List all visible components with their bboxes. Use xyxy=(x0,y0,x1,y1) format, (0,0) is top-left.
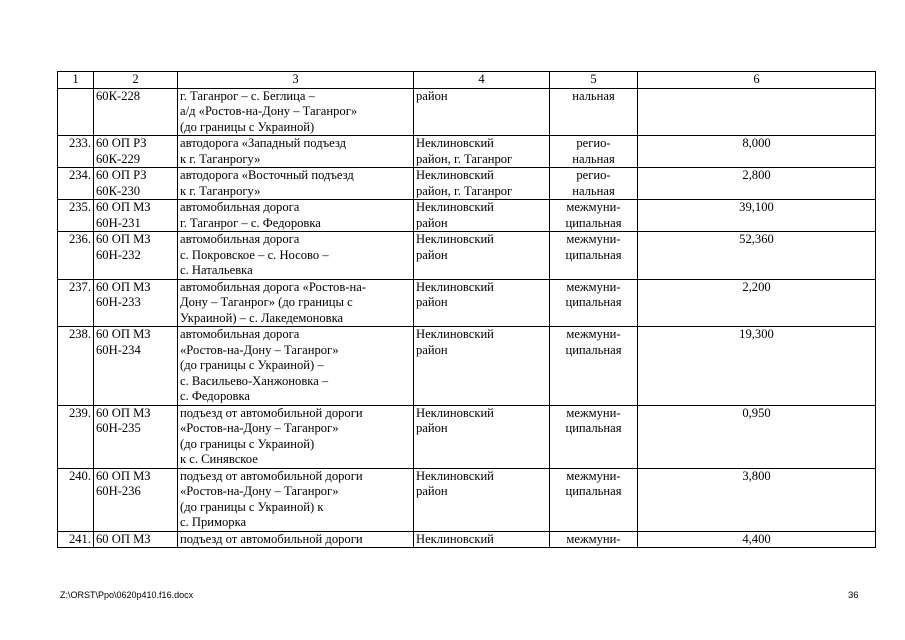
cell-line: с. Покровское – с. Носово – xyxy=(180,247,329,262)
row-number-cell: 236. xyxy=(58,232,94,280)
cell-line: 60 ОП МЗ xyxy=(96,232,151,246)
category-cell xyxy=(550,531,638,548)
length-cell: 3,800 xyxy=(638,468,876,531)
cell-line: Неклиновский xyxy=(416,531,494,546)
cell-line: район xyxy=(416,215,448,230)
cell-line: с. Федоровка xyxy=(180,389,251,403)
cell-line: 60Н-236 xyxy=(96,484,141,498)
cell-line: подъезд от автомобильной дороги xyxy=(180,468,363,483)
cell-line: (до границы с Украиной) – xyxy=(180,358,324,372)
cell-line: 60 ОП РЗ xyxy=(96,168,147,182)
road-code-cell xyxy=(94,88,178,136)
cell-line: Неклиновский xyxy=(416,168,494,182)
district-cell xyxy=(414,327,550,406)
roads-table xyxy=(57,71,876,548)
category-cell xyxy=(550,136,638,168)
table-row xyxy=(58,279,876,327)
row-number-cell: 235. xyxy=(58,200,94,232)
cell-line: с. Приморка xyxy=(180,515,247,529)
length-cell xyxy=(638,88,876,136)
table-row xyxy=(58,327,876,406)
road-name-cell xyxy=(178,88,414,136)
cell-line: 60 ОП РЗ xyxy=(96,136,147,150)
table-row xyxy=(58,88,876,136)
column-header: 3 xyxy=(178,72,414,89)
cell-line: ципальная xyxy=(565,484,622,498)
table-body xyxy=(58,88,876,548)
cell-line: район, г. Таганрог xyxy=(416,183,513,198)
row-number-cell: 237. xyxy=(58,279,94,327)
cell-line: 60Н-232 xyxy=(96,247,141,262)
cell-line: ципальная xyxy=(565,421,622,435)
cell-line: (до границы с Украиной) xyxy=(180,436,315,451)
length-cell: 0,950 xyxy=(638,405,876,468)
category-cell xyxy=(550,232,638,280)
cell-line: межмуни- xyxy=(566,405,621,420)
cell-line: нальная xyxy=(572,183,615,198)
district-cell xyxy=(414,168,550,200)
cell-line: «Ростов-на-Дону – Таганрог» xyxy=(180,342,339,357)
table-row xyxy=(58,531,876,548)
cell-line: к г. Таганрогу» xyxy=(180,151,261,166)
district-cell xyxy=(414,136,550,168)
cell-line: Неклиновский xyxy=(416,327,494,341)
cell-line: автодорога «Западный подъезд xyxy=(180,136,347,150)
cell-line: межмуни- xyxy=(566,468,621,483)
cell-line: автомобильная дорога xyxy=(180,200,300,214)
district-cell xyxy=(414,200,550,232)
category-cell xyxy=(550,88,638,136)
cell-line: 60Н-235 xyxy=(96,421,141,435)
cell-line: регио- xyxy=(576,168,611,182)
road-name-cell xyxy=(178,200,414,232)
column-header: 4 xyxy=(414,72,550,89)
row-number-cell: 238. xyxy=(58,327,94,406)
row-number-cell: 233. xyxy=(58,136,94,168)
table-row xyxy=(58,232,876,280)
category-cell xyxy=(550,468,638,531)
road-code-cell xyxy=(94,279,178,327)
cell-line: межмуни- xyxy=(566,327,621,341)
cell-line: межмуни- xyxy=(566,531,621,546)
header-row xyxy=(58,72,876,89)
cell-line: а/д «Ростов-на-Дону – Таганрог» xyxy=(180,104,358,118)
cell-line: 60Н-231 xyxy=(96,215,141,230)
cell-line: ципальная xyxy=(565,247,622,262)
cell-line: район xyxy=(416,342,448,357)
road-code-cell xyxy=(94,136,178,168)
cell-line: район, г. Таганрог xyxy=(416,151,513,166)
cell-line: автодорога «Восточный подъезд xyxy=(180,168,354,182)
cell-line: Дону – Таганрог» (до границы с xyxy=(180,295,353,309)
cell-line: г. Таганрог – с. Федоровка xyxy=(180,215,321,230)
road-code-cell xyxy=(94,405,178,468)
road-name-cell xyxy=(178,136,414,168)
table-row xyxy=(58,136,876,168)
length-cell: 4,400 xyxy=(638,531,876,548)
cell-line: автомобильная дорога xyxy=(180,327,300,341)
cell-line: Украиной) – с. Лакедемоновка xyxy=(180,310,344,325)
cell-line: ципальная xyxy=(565,215,622,230)
cell-line: 60Н-233 xyxy=(96,295,141,309)
district-cell xyxy=(414,531,550,548)
table-row xyxy=(58,405,876,468)
district-cell xyxy=(414,468,550,531)
cell-line: Неклиновский xyxy=(416,405,494,420)
road-code-cell xyxy=(94,232,178,280)
cell-line: 60К-230 xyxy=(96,183,141,198)
table-row xyxy=(58,168,876,200)
length-cell: 2,200 xyxy=(638,279,876,327)
row-number-cell: 239. xyxy=(58,405,94,468)
column-header: 1 xyxy=(58,72,94,89)
category-cell xyxy=(550,279,638,327)
cell-line: район xyxy=(416,88,448,103)
cell-line: межмуни- xyxy=(566,232,621,246)
cell-line: ципальная xyxy=(565,295,622,309)
cell-line: 60 ОП МЗ xyxy=(96,531,151,546)
road-name-cell xyxy=(178,405,414,468)
road-code-cell xyxy=(94,327,178,406)
cell-line: к с. Синявское xyxy=(180,452,258,466)
row-number-cell: 241. xyxy=(58,531,94,548)
category-cell xyxy=(550,200,638,232)
road-code-cell xyxy=(94,200,178,232)
cell-line: с. Васильево-Ханжоновка – xyxy=(180,373,329,388)
column-header: 2 xyxy=(94,72,178,89)
cell-line: межмуни- xyxy=(566,279,621,294)
road-name-cell xyxy=(178,279,414,327)
cell-line: с. Натальевка xyxy=(180,263,253,277)
column-header: 6 xyxy=(638,72,876,89)
cell-line: 60 ОП МЗ xyxy=(96,279,151,294)
cell-line: г. Таганрог – с. Беглица – xyxy=(180,88,315,103)
cell-line: Неклиновский xyxy=(416,279,494,294)
district-cell xyxy=(414,88,550,136)
cell-line: район xyxy=(416,421,448,435)
category-cell xyxy=(550,327,638,406)
cell-line: регио- xyxy=(576,136,611,150)
cell-line: Неклиновский xyxy=(416,136,494,150)
cell-line: межмуни- xyxy=(566,200,621,214)
cell-line: нальная xyxy=(572,151,615,166)
cell-line: Неклиновский xyxy=(416,468,494,483)
road-code-cell xyxy=(94,468,178,531)
road-code-cell xyxy=(94,531,178,548)
length-cell: 2,800 xyxy=(638,168,876,200)
cell-line: район xyxy=(416,484,448,498)
cell-line: «Ростов-на-Дону – Таганрог» xyxy=(180,484,339,498)
row-number-cell: 234. xyxy=(58,168,94,200)
road-name-cell xyxy=(178,531,414,548)
cell-line: район xyxy=(416,295,448,309)
cell-line: подъезд от автомобильной дороги xyxy=(180,405,363,420)
row-number-cell xyxy=(58,88,94,136)
footer-file-path: Z:\ORST\Ppo\0620p410.f16.docx xyxy=(60,590,194,600)
district-cell xyxy=(414,279,550,327)
cell-line: 60Н-234 xyxy=(96,342,141,357)
road-name-cell xyxy=(178,327,414,406)
cell-line: 60 ОП МЗ xyxy=(96,405,151,420)
cell-line: (до границы с Украиной) xyxy=(180,119,315,134)
district-cell xyxy=(414,405,550,468)
cell-line: автомобильная дорога «Ростов-на- xyxy=(180,279,367,294)
page-number: 36 xyxy=(848,590,859,601)
cell-line: Неклиновский xyxy=(416,200,494,214)
cell-line: нальная xyxy=(572,88,615,103)
road-name-cell xyxy=(178,232,414,280)
cell-line: Неклиновский xyxy=(416,232,494,246)
column-header: 5 xyxy=(550,72,638,89)
cell-line: «Ростов-на-Дону – Таганрог» xyxy=(180,421,339,435)
cell-line: 60 ОП МЗ xyxy=(96,468,151,483)
cell-line: 60К-229 xyxy=(96,151,141,166)
length-cell: 8,000 xyxy=(638,136,876,168)
table-row xyxy=(58,468,876,531)
road-name-cell xyxy=(178,468,414,531)
cell-line: подъезд от автомобильной дороги xyxy=(180,531,363,546)
table-row xyxy=(58,200,876,232)
cell-line: 60К-228 xyxy=(96,88,141,103)
road-code-cell xyxy=(94,168,178,200)
category-cell xyxy=(550,168,638,200)
cell-line: к г. Таганрогу» xyxy=(180,183,261,198)
row-number-cell: 240. xyxy=(58,468,94,531)
category-cell xyxy=(550,405,638,468)
length-cell: 39,100 xyxy=(638,200,876,232)
cell-line: район xyxy=(416,247,448,262)
district-cell xyxy=(414,232,550,280)
cell-line: автомобильная дорога xyxy=(180,232,300,246)
cell-line: ципальная xyxy=(565,342,622,357)
length-cell: 52,360 xyxy=(638,232,876,280)
cell-line: 60 ОП МЗ xyxy=(96,200,151,214)
length-cell: 19,300 xyxy=(638,327,876,406)
cell-line: 60 ОП МЗ xyxy=(96,327,151,341)
road-name-cell xyxy=(178,168,414,200)
cell-line: (до границы с Украиной) к xyxy=(180,499,324,514)
